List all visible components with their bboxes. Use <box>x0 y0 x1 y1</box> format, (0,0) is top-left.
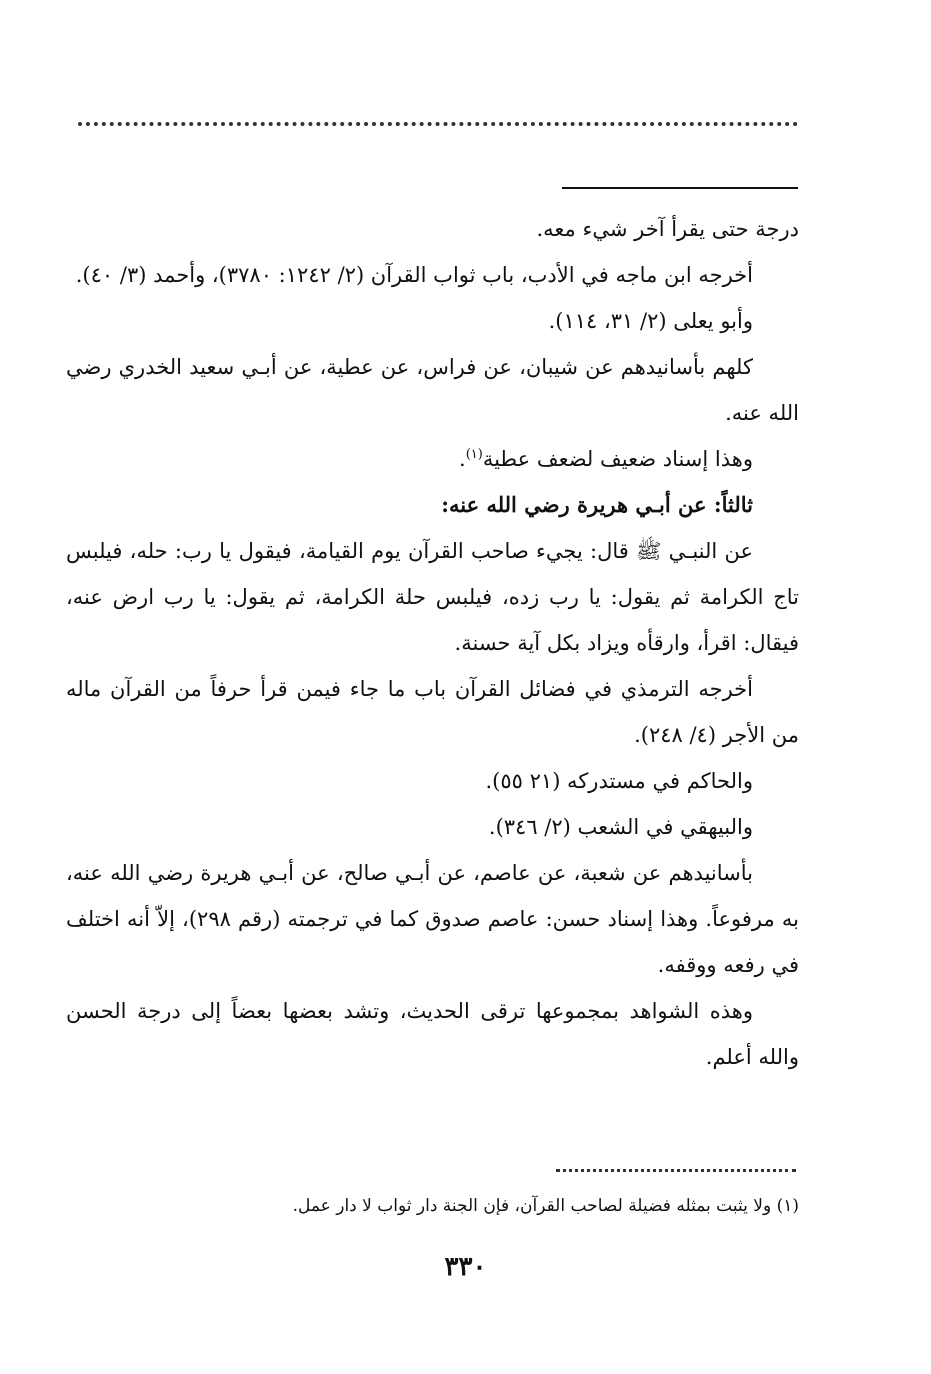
paragraph: بأسانيدهم عن شعبة، عن عاصم، عن أبـي صالح، عن أبـي هريرة رضي الله عنه، به مرفوعاً. وهذا إسناد حسن: عاصم صدوق كما في ترجمته (رقم ٢٩٨)، إلاّ أنه اختلف في رفعه ووقفه. <box>66 861 800 977</box>
paragraph: أخرجه الترمذي في فضائل القرآن باب ما جاء فيمن قرأ حرفاً من القرآن ماله من الأجر (٤/ ٢٤٨). <box>66 677 799 747</box>
header-short-rule <box>562 187 798 189</box>
paragraph: أخرجه ابن ماجه في الأدب، باب ثواب القرآن (٢/ ١٢٤٢: ٣٧٨٠)، وأحمد (٣/ ٤٠). <box>75 263 753 287</box>
sentence-end: . <box>459 447 466 471</box>
paragraph: كلهم بأسانيدهم عن شيبان، عن فراس، عن عطية، عن أبـي سعيد الخدري رضي الله عنه. <box>66 355 799 425</box>
section-heading: ثالثاً: عن أبـي هريرة رضي الله عنه: <box>441 492 753 517</box>
paragraph: وهذه الشواهد بمجموعها ترقى الحديث، وتشد بعضها بعضاً إلى درجة الحسن والله أعلم. <box>66 999 799 1069</box>
footnote-reference: (١) <box>465 447 483 462</box>
header-dotted-rule <box>78 122 798 126</box>
paragraph: والبيهقي في الشعب (٢/ ٣٤٦). <box>488 815 753 839</box>
paragraph-text: وهذا إسناد ضعيف لضعف عطية <box>482 447 753 471</box>
paragraph-with-footnote <box>66 436 799 482</box>
main-text <box>66 206 799 1080</box>
paragraph: وأبو يعلى (٢/ ٣١، ١١٤). <box>548 309 753 333</box>
page-number: ٣٣٠ <box>444 1252 487 1282</box>
footnote-separator <box>556 1169 796 1172</box>
footnote: (١) ولا يثبت بمثله فضيلة لصاحب القرآن، فإن الجنة دار ثواب لا دار عمل. <box>292 1196 799 1216</box>
paragraph: درجة حتى يقرأ آخر شيء معه. <box>536 217 799 241</box>
paragraph: والحاكم في مستدركه (٢١ ٥٥). <box>485 769 753 793</box>
paragraph: عن النبـي ﷺ قال: يجيء صاحب القرآن يوم القيامة، فيقول يا رب: حله، فيلبس تاج الكرامة ثم يقول: يا رب زده، فيلبس حلة الكرامة، ثم يقول: يا رب ارض عنه، فيقال: اقرأ، وارقأه ويزاد بكل آية حسنة. <box>66 539 799 655</box>
